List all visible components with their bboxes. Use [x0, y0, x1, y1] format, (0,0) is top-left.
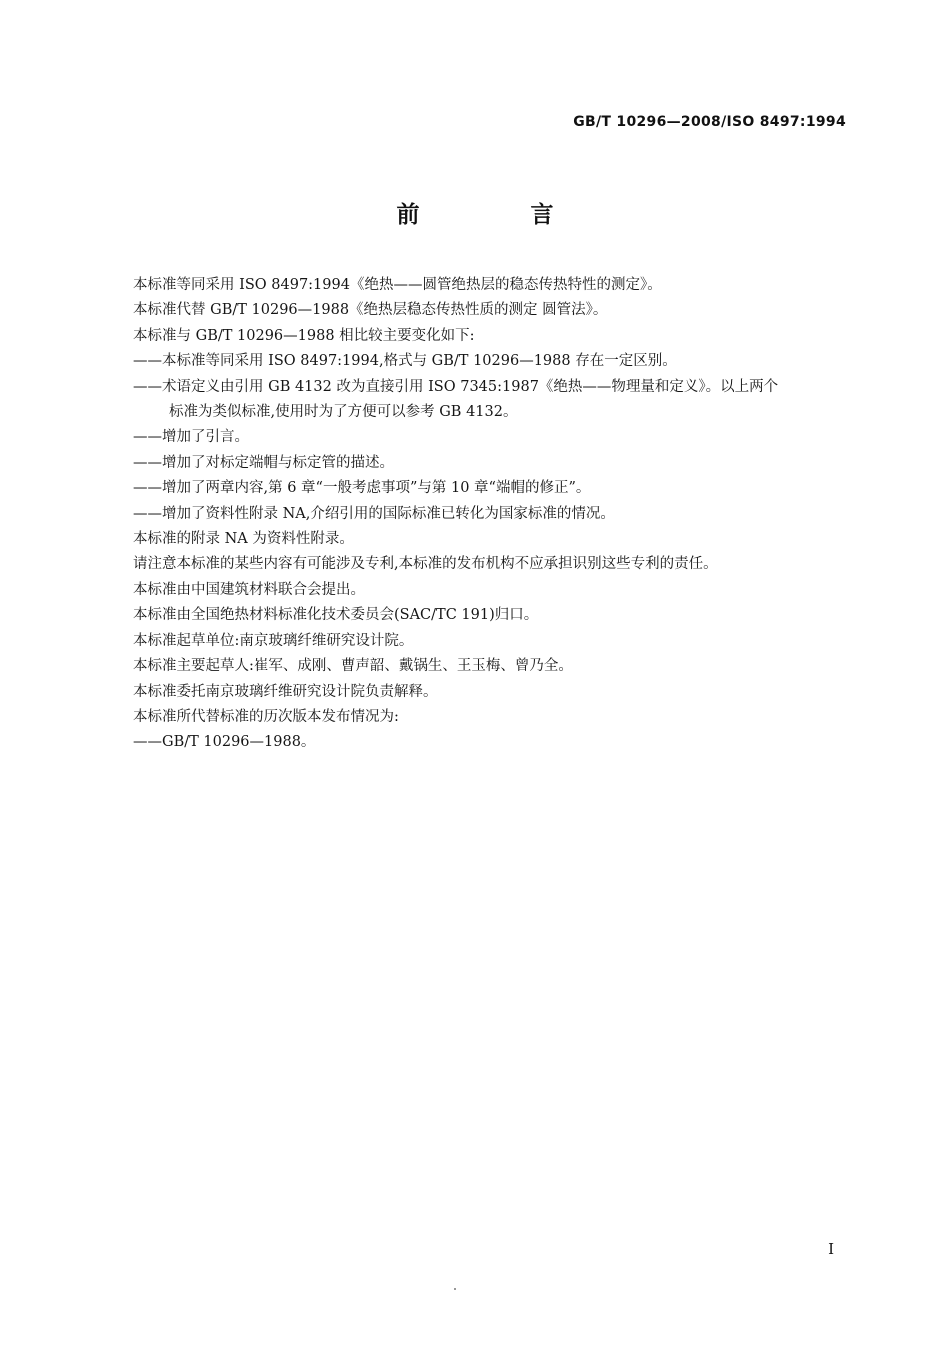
list-item: ——增加了资料性附录 NA,介绍引用的国际标准已转化为国家标准的情况。: [133, 505, 615, 522]
paragraph: 本标准代替 GB/T 10296—1988《绝热层稳态传热性质的测定 圆管法》。: [133, 302, 608, 319]
page-number: I: [828, 1240, 834, 1258]
list-item: ——增加了对标定端帽与标定管的描述。: [133, 454, 394, 471]
paragraph: 本标准由全国绝热材料标准化技术委员会(SAC/TC 191)归口。: [133, 607, 539, 624]
scan-speck: [454, 1288, 456, 1290]
paragraph: 请注意本标准的某些内容有可能涉及专利,本标准的发布机构不应承担识别这些专利的责任。: [133, 556, 718, 573]
standard-code: GB/T 10296—2008/ISO 8497:1994: [573, 114, 846, 130]
paragraph: 本标准委托南京玻璃纤维研究设计院负责解释。: [133, 683, 438, 700]
list-item: ——GB/T 10296—1988。: [133, 734, 316, 751]
list-item: ——增加了引言。: [133, 429, 249, 446]
list-item-continuation: 标准为类似标准,使用时为了方便可以参考 GB 4132。: [169, 404, 518, 421]
paragraph: 本标准所代替标准的历次版本发布情况为:: [133, 708, 399, 725]
paragraph: 本标准的附录 NA 为资料性附录。: [133, 531, 354, 548]
foreword-body: [133, 273, 848, 756]
paragraph: 本标准主要起草人:崔军、成刚、曹声韶、戴锅生、王玉梅、曾乃全。: [133, 658, 573, 675]
page-title: 前 言: [396, 202, 598, 228]
paragraph: 本标准与 GB/T 10296—1988 相比较主要变化如下:: [133, 327, 475, 344]
list-item: ——术语定义由引用 GB 4132 改为直接引用 ISO 7345:1987《绝热——物理量和定义》。以上两个: [133, 378, 779, 395]
list-item: ——本标准等同采用 ISO 8497:1994,格式与 GB/T 10296—1988 存在一定区别。: [133, 353, 677, 370]
paragraph: 本标准由中国建筑材料联合会提出。: [133, 581, 365, 598]
paragraph: 本标准等同采用 ISO 8497:1994《绝热——圆管绝热层的稳态传热特性的测定》。: [133, 277, 662, 293]
list-item: ——增加了两章内容,第 6 章“一般考虑事项”与第 10 章“端帽的修正”。: [133, 480, 591, 497]
paragraph: 本标准起草单位:南京玻璃纤维研究设计院。: [133, 632, 414, 649]
